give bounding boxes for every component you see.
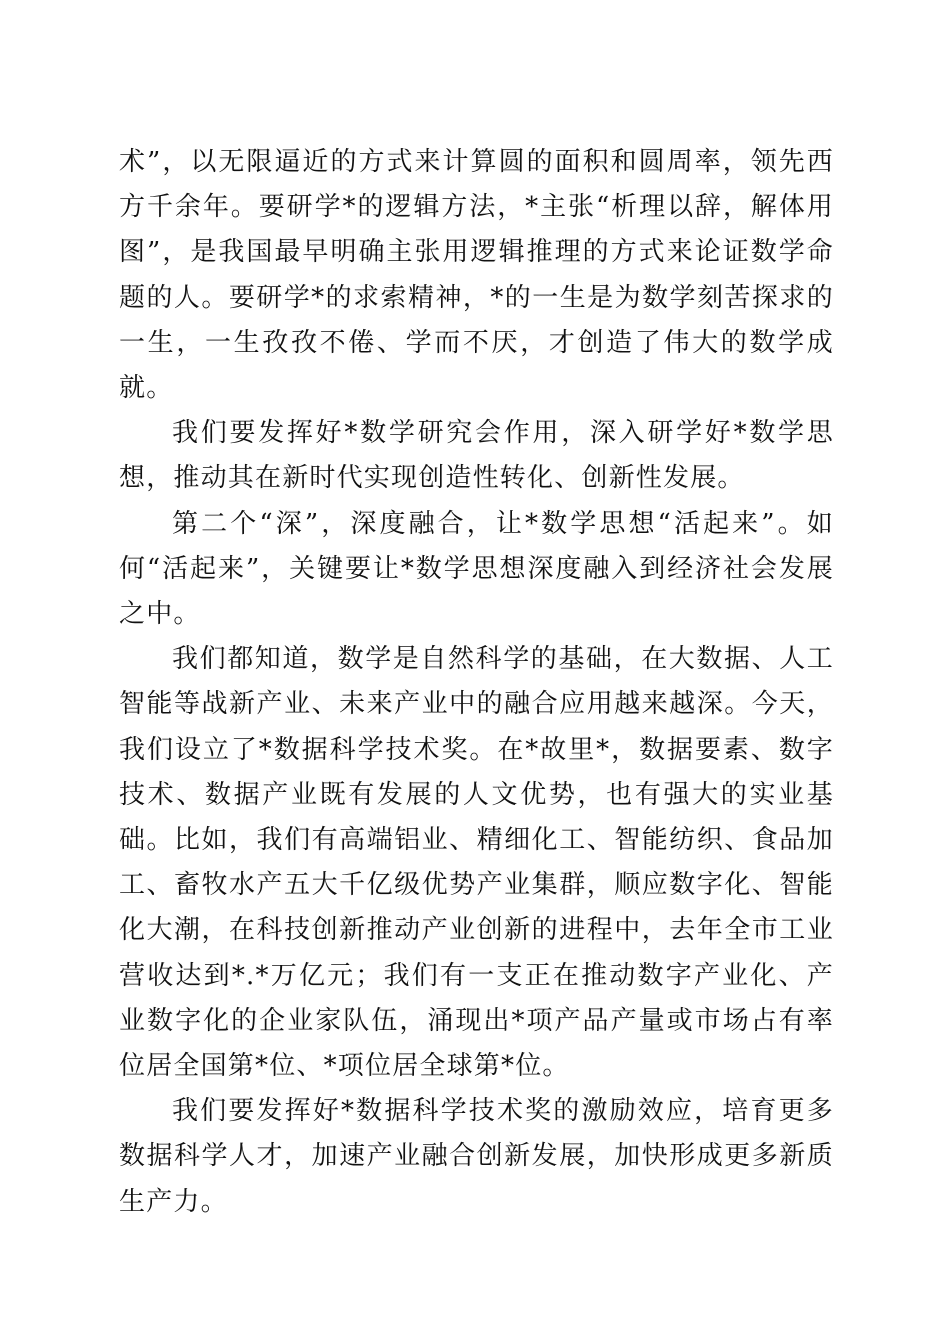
paragraph-4: 我们都知道，数学是自然科学的基础，在大数据、人工智能等战新产业、未来产业中的融合应用越来越深。今天，我们设立了*数据科学技术奖。在*故里*，数据要素、数字技术、数据产业既有发展的人文优势，也有强大的实业基础。比如，我们有高端铝业、精细化工、智能纺织、食品加工、畜牧水产五大千亿级优势产业集群，顺应数字化、智能化大潮，在科技创新推动产业创新的进程中，去年全市工业营收达到*.*万亿元；我们有一支正在推动数字产业化、产业数字化的企业家队伍，涌现出*项产品产量或市场占有率位居全国第*位、*项位居全球第*位。	[119, 644, 834, 1082]
paragraph-2: 我们要发挥好*数学研究会作用，深入研学好*数学思想，推动其在新时代实现创造性转化、创新性发展。	[119, 418, 834, 494]
document-body	[119, 140, 834, 1225]
paragraph-5: 我们要发挥好*数据科学技术奖的激励效应，培育更多数据科学人才，加速产业融合创新发展，加快形成更多新质生产力。	[119, 1096, 834, 1217]
paragraph-3: 第二个“深”，深度融合，让*数学思想“活起来”。如何“活起来”，关键要让*数学思想深度融入到经济社会发展之中。	[119, 508, 834, 630]
paragraph-1: 术”，以无限逼近的方式来计算圆的面积和圆周率，领先西方千余年。要研学*的逻辑方法，*主张“析理以辞，解体用图”，是我国最早明确主张用逻辑推理的方式来论证数学命题的人。要研学*的求索精神，*的一生是为数学刻苦探求的一生，一生孜孜不倦、学而不厌，才创造了伟大的数学成就。	[119, 147, 834, 404]
